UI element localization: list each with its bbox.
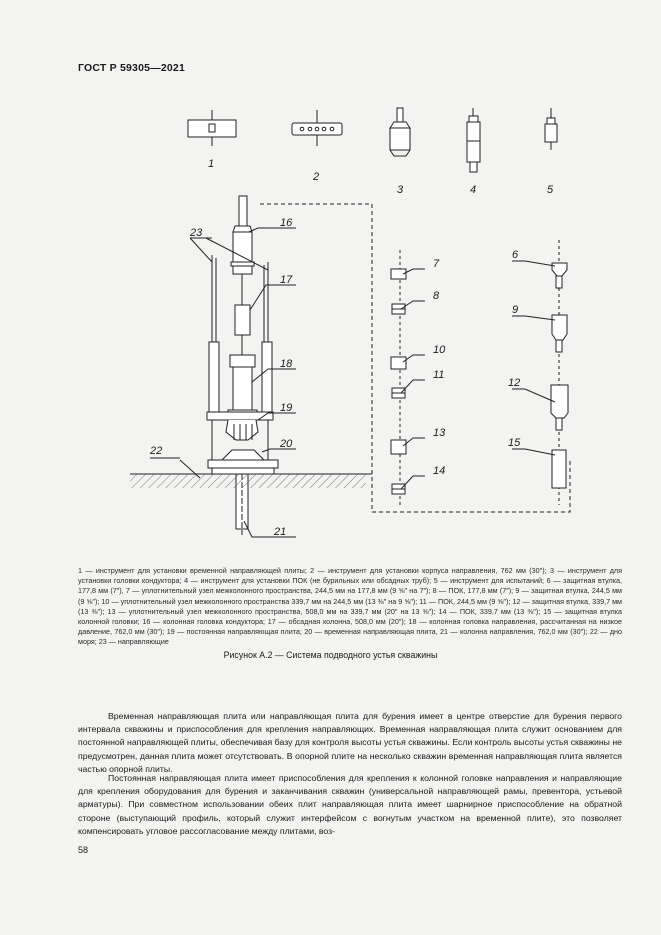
callout-8: 8 <box>433 290 440 302</box>
callout-14: 14 <box>433 465 446 477</box>
component-6 <box>552 263 567 288</box>
callout-11: 11 <box>433 369 445 381</box>
component-12 <box>551 385 568 430</box>
tool-label-3: 3 <box>397 184 404 196</box>
component-11 <box>392 388 405 398</box>
callout-9: 9 <box>512 304 519 316</box>
tool-1-drawing <box>188 110 236 146</box>
tool-label-4: 4 <box>470 184 477 196</box>
callout-16: 16 <box>280 217 293 229</box>
dashed-boundary <box>260 204 570 512</box>
callout-17: 17 <box>280 274 293 286</box>
callout-7: 7 <box>433 258 440 270</box>
tool-5-drawing <box>545 108 557 150</box>
component-8 <box>392 304 405 314</box>
tool-label-2: 2 <box>313 171 320 183</box>
callout-20: 20 <box>280 438 293 450</box>
callout-23: 23 <box>190 227 203 239</box>
callout-6: 6 <box>512 249 519 261</box>
tool-label-1: 1 <box>208 158 215 170</box>
paragraph-1: Временная направляющая плита или направляющая плита для бурения имеет в центре отверстие для бурения первого интервала скважины и приспособления для крепления направляющих. Временная направляющая плита служит основанием для постоянной направляющей плиты, обеспечивая базу для контроля высоты устья скважины. Если контроль высоты устья скважины не предусмотрен, данная плита может отсутствовать. В опорной плите на несколько скважин временная направляющая плита является частью опорной плиты. <box>78 711 622 774</box>
standard-header: ГОСТ Р 59305—2021 <box>78 62 186 74</box>
component-10 <box>391 357 406 369</box>
tool-3-drawing <box>390 108 410 156</box>
figure-legend: 1 — инструмент для установки временной направляющей плиты; 2 — инструмент для установки корпуса направления, 762 мм (30″); 3 — инструмент для установки головки кондуктора; 4 — инструмент для установки ПОК (не бурильных или обсадных труб); 5 — инструмент для испытаний; 6 — защитная втулка, 177,8 мм (7″), 7 — уплотнительный узел межколонного пространства, 244,5 мм на 177,8 мм (9 ⅝″ на 7″); 8 — ПОК, 177,8 мм (7″); 9 — защитная втулка, 244,5 мм (9 ⅝″); 10 — уплотнительный узел межколонного пространства 339,7 мм на 244,5 мм (13 ⅜″ на 9 ⅝″); 11 — ПОК, 244,5 мм (9 ⅝″); 12 — защитная втулка, 339,7 мм (13 ⅜″); 13 — уплотнительный узел межколонного пространства, 508,0 мм на 339,7 мм (20″ на 13 ⅜″); 14 — ПОК, 339,7 мм (13 ⅜″); 15 — защитная втулка колонной головки; 16 — колонная головка кондуктора; 17 — обсадная колонна, 508,0 мм (20″); 18 — колонная головка направления, рассчитанная на низкое давление, 762,0 мм (30″); 19 — постоянная направляющая плита; 20 — временная направляющая плита, 21 — колонна направления, 762,0 мм (30″); 22 — дно моря; 23 — направляющие <box>78 566 622 647</box>
callout-10: 10 <box>433 344 446 356</box>
callout-21: 21 <box>274 526 287 538</box>
component-14 <box>392 484 405 494</box>
page-number: 58 <box>78 845 89 855</box>
callout-22: 22 <box>150 445 163 457</box>
tool-4-drawing <box>467 108 480 172</box>
figure-caption: Рисунок А.2 — Система подводного устья скважины <box>223 650 438 660</box>
tool-label-5: 5 <box>547 184 554 196</box>
callout-19: 19 <box>280 402 293 414</box>
callout-15: 15 <box>508 437 521 449</box>
callout-12: 12 <box>508 377 521 389</box>
component-15 <box>552 450 566 488</box>
component-9 <box>552 315 567 352</box>
component-13 <box>391 440 406 454</box>
paragraph-2: Постоянная направляющая плита имеет приспособления для крепления к колонной головке направления и направляющие для крепления оборудования для бурения и заканчивания скважин (универсальной направляющей рамы, превентора, устьевой арматуры). При совместном использовании обеих плит направляющая плита имеет шарнирное приспособление на обратной стороне (выступающий профиль, который служит интерфейсом с вогнутым участком на временной плите), это позволяет компенсировать угловое рассогласование между плитами, воз- <box>78 773 622 836</box>
tool-2-drawing <box>292 110 342 146</box>
callout-18: 18 <box>280 358 293 370</box>
callout-13: 13 <box>433 427 446 439</box>
